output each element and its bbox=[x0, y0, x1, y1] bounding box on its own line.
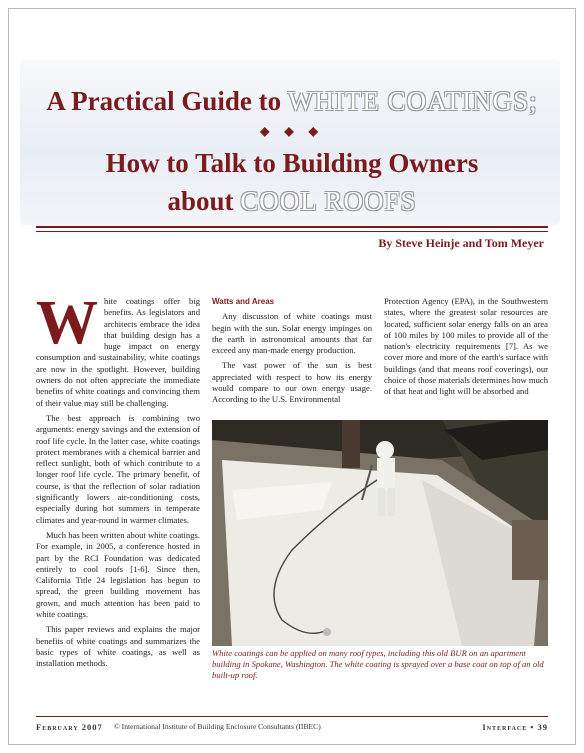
page-number: 39 bbox=[537, 722, 548, 732]
roof-coating-photo bbox=[212, 420, 548, 646]
section-heading: Watts and Areas bbox=[212, 297, 275, 306]
column-1-paragraph-3: Much has been written about white coatings. For example, in 2005, a conference hosted in part by the RCI Foundation was dedicated entirely to cool roofs [1-6]. Since then, California Title 24 legislation has begun to spread, the green building movement has grown, and much attention has been paid to white coatings. bbox=[36, 529, 200, 620]
footer-separator: • bbox=[530, 722, 535, 732]
footer-rule bbox=[36, 716, 548, 717]
title-diamonds: ◆ ◆ ◆ bbox=[260, 124, 324, 138]
title-line-1 bbox=[0, 86, 584, 117]
column-2-paragraph-2: The vast power of the sun is best appreciated with respect to how its energy would compare to our own energy usage. According to the U.S. Environmental bbox=[212, 360, 372, 405]
column-3 bbox=[384, 296, 548, 402]
column-1-paragraph-4: This paper reviews and explains the major benefits of white coatings and summarizes the basic types of white coatings, as well as installation methods. bbox=[36, 624, 200, 669]
title-line-3-prefix: about bbox=[167, 186, 241, 216]
mid-rule-thin bbox=[36, 231, 548, 232]
footer-magazine-name: Interface bbox=[482, 722, 528, 732]
roof-photo-illustration bbox=[212, 420, 548, 646]
footer-copyright: © International Institute of Building Enclosure Consultants (IIBEC) bbox=[114, 722, 321, 731]
column-2 bbox=[212, 296, 372, 410]
byline: By Steve Heinje and Tom Meyer bbox=[378, 236, 544, 250]
title-line-3 bbox=[0, 186, 584, 217]
title-line-2: How to Talk to Building Owners bbox=[105, 148, 479, 178]
column-1-paragraph-1: hite coatings offer big benefits. As legislators and architects embrace the idea that building design has a huge impact on energy consumption and sustainability, white coatings are now in the spotlight. However, building owners do not often appreciate the immediate benefits of white coatings and convincing them of their value may still be challenging. bbox=[36, 296, 200, 408]
title-highlight-cool-roofs: COOL ROOFS bbox=[240, 186, 417, 216]
photo-caption: White coatings can be applied on many roof types, including this old BUR on an apartment building in Spokane, Washington. The white coating is sprayed over a base coat on top of an old built-up roof. bbox=[212, 648, 544, 681]
title-highlight-white-coatings: WHITE COATINGS; bbox=[287, 86, 538, 116]
mid-rule bbox=[36, 226, 548, 228]
title-line-1-prefix: A Practical Guide to bbox=[46, 86, 288, 116]
column-2-paragraph-1: Any discussion of white coatings must begin with the sun. Solar energy impinges on the earth in astronomical amounts that far exceed any man-made energy production. bbox=[212, 311, 372, 356]
footer-page bbox=[482, 722, 548, 732]
column-1 bbox=[36, 289, 200, 674]
column-1-paragraph-2: The best approach is combining two arguments: energy savings and the extension of roof life cycle. In the latter case, white coatings protect membranes with a chemical barrier and reflect sunlight, both of which contribute to a longer roof life cycle. The primary benefit, of course, is that the reflection of solar radiation significantly lowers air-conditioning costs, especially during hot summers in temperate climates and year-round in warmer climates. bbox=[36, 412, 200, 525]
column-3-paragraph-1: Protection Agency (EPA), in the Southwestern states, where the greatest solar resources are located, sufficient solar energy falls on an area of 100 miles by 100 miles to provide all of the nation's electricity requirements [7]. As we cover more and more of the earth's surface with buildings (and that means roof coverings), our choice of those materials determines how much of that heat and light will be absorbed and bbox=[384, 296, 548, 397]
drop-cap: W bbox=[36, 289, 98, 357]
footer-date: February 2007 bbox=[36, 722, 103, 732]
